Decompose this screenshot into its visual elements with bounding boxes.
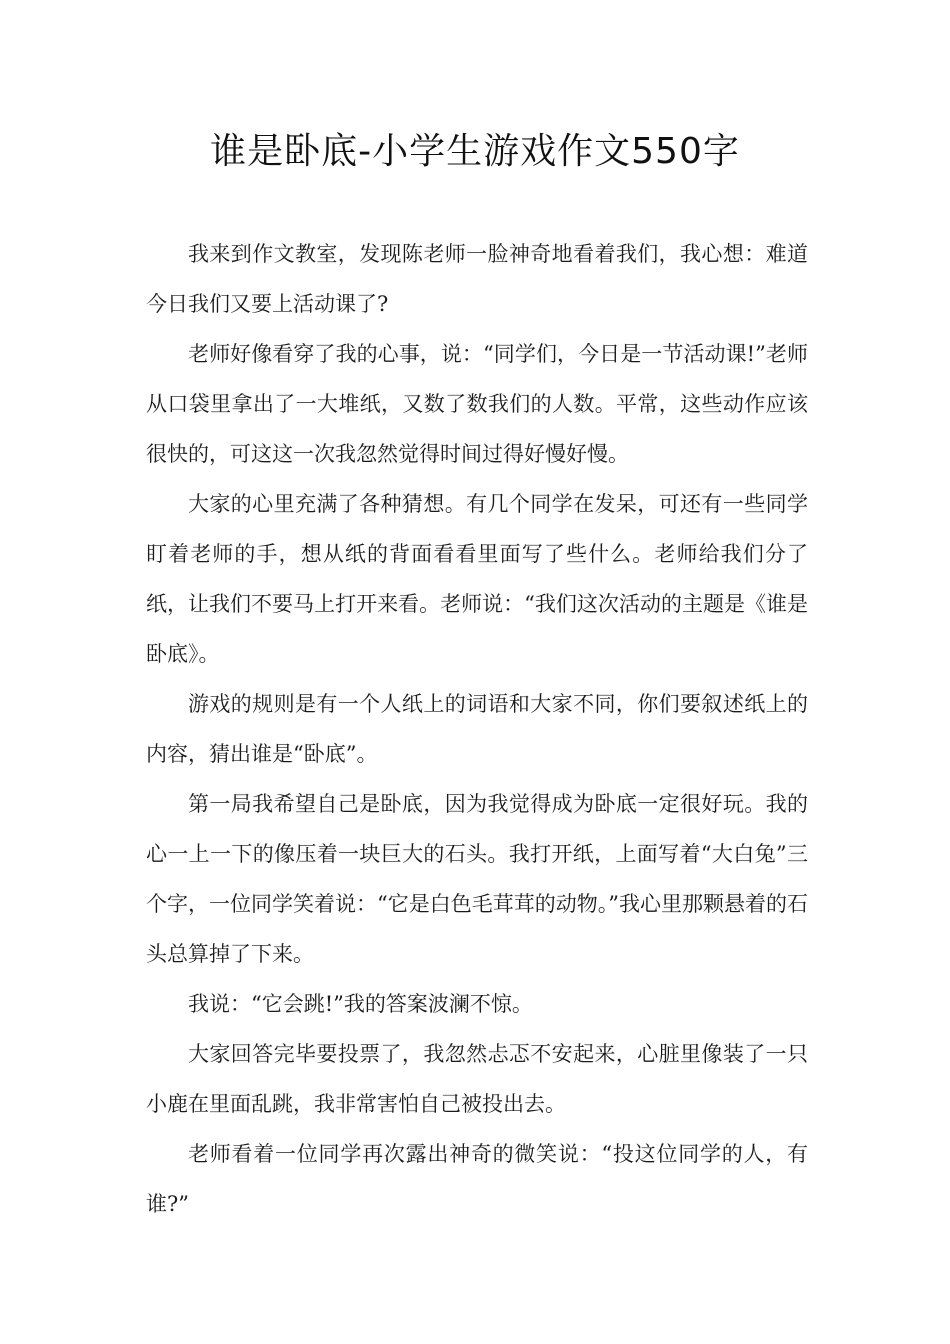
paragraph-2: 老师好像看穿了我的心事，说：“同学们，今日是一节活动课!”老师从口袋里拿出了一大堆纸，又数了数我们的人数。平常，这些动作应该很快的，可这这一次我忽然觉得时间过得好慢好慢。: [146, 342, 808, 466]
paragraph-7: 大家回答完毕要投票了，我忽然忐忑不安起来，心脏里像装了一只小鹿在里面乱跳，我非常害怕自己被投出去。: [146, 1042, 808, 1116]
paragraph-8: 老师看着一位同学再次露出神奇的微笑说：“投这位同学的人，有谁?”: [146, 1142, 808, 1216]
paragraph-6: 我说：“它会跳!”我的答案波澜不惊。: [188, 992, 533, 1016]
document-title: 谁是卧底-小学生游戏作文550字: [210, 131, 740, 172]
paragraph-1: 我来到作文教室，发现陈老师一脸神奇地看着我们，我心想：难道今日我们又要上活动课了?: [146, 242, 808, 316]
document-body: [146, 229, 808, 1229]
paragraph-4: 游戏的规则是有一个人纸上的词语和大家不同，你们要叙述纸上的内容，猜出谁是“卧底”。: [146, 692, 808, 766]
paragraph-5: 第一局我希望自己是卧底，因为我觉得成为卧底一定很好玩。我的心一上一下的像压着一块巨大的石头。我打开纸，上面写着“大白兔”三个字，一位同学笑着说：“它是白色毛茸茸的动物。”我心里那颗悬着的石头总算掉了下来。: [146, 792, 808, 966]
paragraph-3: 大家的心里充满了各种猜想。有几个同学在发呆，可还有一些同学盯着老师的手，想从纸的背面看看里面写了些什么。老师给我们分了纸，让我们不要马上打开来看。老师说：“我们这次活动的主题是《谁是卧底》。: [146, 492, 808, 666]
